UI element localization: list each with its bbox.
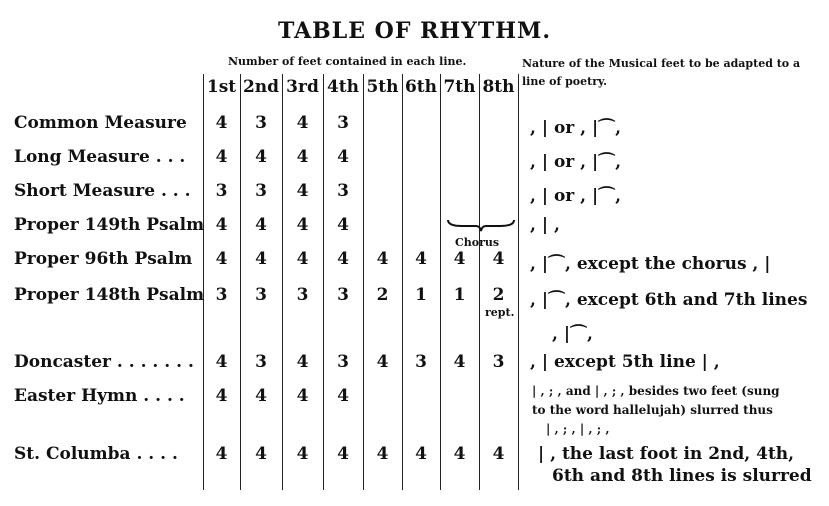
table-cell: 1 [453, 285, 466, 305]
table-cell: 4 [337, 249, 349, 269]
table-cell: 4 [337, 444, 349, 464]
table-cell: 3 [337, 285, 349, 305]
column-header: 6th [404, 77, 438, 97]
row-label: Proper 148th Psalm [14, 285, 205, 305]
column-header: 4th [326, 77, 360, 97]
table-cell: 4 [337, 215, 349, 235]
feet-caption: Number of feet contained in each line. [228, 55, 467, 68]
table-cell: 4 [215, 444, 228, 464]
table-cell: 4 [215, 215, 228, 235]
table-cell: 3 [296, 285, 309, 305]
table-cell: 3 [337, 181, 349, 201]
table-cell: 4 [376, 352, 389, 372]
table-cell: 4 [255, 215, 267, 235]
column-rule [282, 74, 283, 490]
column-rule [440, 74, 441, 490]
row-label: Long Measure . . . [14, 147, 186, 167]
nature-text: , |⌒, except the chorus , | [530, 254, 771, 274]
table-cell: 4 [296, 147, 309, 167]
row-label: Short Measure . . . [14, 181, 191, 201]
table-cell: 4 [453, 352, 466, 372]
chorus-label: Chorus [455, 236, 500, 249]
table-cell: 4 [296, 215, 309, 235]
table-cell: 3 [255, 285, 267, 305]
table-cell: 4 [296, 113, 309, 133]
table-cell: 4 [296, 386, 309, 406]
table-cell: 3 [215, 181, 228, 201]
table-cell: 3 [215, 285, 228, 305]
row-label: Common Measure [14, 113, 187, 133]
nature-text: , | or , |⌒, [530, 152, 622, 172]
table-cell: 4 [215, 386, 228, 406]
nature-caption: Nature of the Musical feet to be adapted to a line of poetry. [522, 57, 801, 88]
table-cell: 4 [215, 147, 228, 167]
column-header: 3rd [286, 77, 319, 97]
nature-text: , | except 5th line | , [530, 352, 720, 372]
table-cell: 3 [337, 352, 349, 372]
table-cell: 4 [296, 444, 309, 464]
nature-text: | , ; , and | , ; , besides two feet (sung [532, 384, 780, 398]
table-cell: 4 [492, 249, 505, 269]
table-cell: 2 [492, 285, 505, 305]
table-cell: 4 [255, 444, 267, 464]
nature-text: | , the last foot in 2nd, 4th, [538, 444, 795, 464]
table-cell: 4 [255, 147, 267, 167]
table-cell: 4 [215, 249, 228, 269]
table-cell: 3 [255, 352, 267, 372]
column-rule [518, 74, 519, 490]
row-label: St. Columba . . . . [14, 444, 178, 464]
column-rule [402, 74, 403, 490]
row-label: Proper 96th Psalm [14, 249, 193, 269]
table-cell: 3 [255, 113, 267, 133]
row-label: Doncaster . . . . . . . [14, 352, 194, 372]
row-label: Easter Hymn . . . . [14, 386, 185, 406]
nature-text: | , ; , | , ; , [546, 422, 610, 436]
column-header: 1st [206, 77, 237, 97]
column-rule [240, 74, 241, 490]
table-cell: 3 [255, 181, 267, 201]
table-cell: 4 [415, 444, 427, 464]
table-cell: 4 [376, 249, 389, 269]
column-header: 2nd [242, 77, 280, 97]
column-rule [479, 74, 480, 490]
column-rule [323, 74, 324, 490]
table-cell: 4 [296, 249, 309, 269]
nature-text: 6th and 8th lines is slurred [552, 466, 812, 486]
table-cell: 4 [337, 147, 349, 167]
table-cell: 4 [492, 444, 505, 464]
table-cell: 4 [453, 249, 466, 269]
table-cell: 4 [415, 249, 427, 269]
table-cell: 4 [255, 249, 267, 269]
table-cell: 3 [337, 113, 349, 133]
table-cell: 4 [215, 352, 228, 372]
column-header: 7th [443, 77, 476, 97]
nature-text: , |⌒, except 6th and 7th lines [530, 290, 808, 310]
column-header: 5th [366, 77, 399, 97]
table-cell: 4 [296, 181, 309, 201]
column-rule [203, 74, 204, 490]
table-cell: 4 [296, 352, 309, 372]
column-rule [363, 74, 364, 490]
nature-text: to the word hallelujah) slurred thus [532, 403, 773, 417]
row-label: Proper 149th Psalm [14, 215, 205, 235]
table-cell: 1 [415, 285, 427, 305]
table-title: TABLE OF RHYTHM. [277, 18, 552, 44]
repeat-label: rept. [485, 306, 515, 319]
chorus-brace [446, 218, 516, 232]
column-header: 8th [482, 77, 515, 97]
table-cell: 4 [215, 113, 228, 133]
table-cell: 4 [337, 386, 349, 406]
table-cell: 4 [255, 386, 267, 406]
nature-text: , | , [530, 215, 560, 235]
nature-text: , | or , |⌒, [530, 186, 622, 206]
nature-text: , |⌒, [552, 324, 593, 344]
nature-text: , | or , |⌒, [530, 118, 622, 138]
table-cell: 4 [376, 444, 389, 464]
table-cell: 3 [492, 352, 505, 372]
table-cell: 2 [376, 285, 389, 305]
table-cell: 3 [415, 352, 427, 372]
table-cell: 4 [453, 444, 466, 464]
